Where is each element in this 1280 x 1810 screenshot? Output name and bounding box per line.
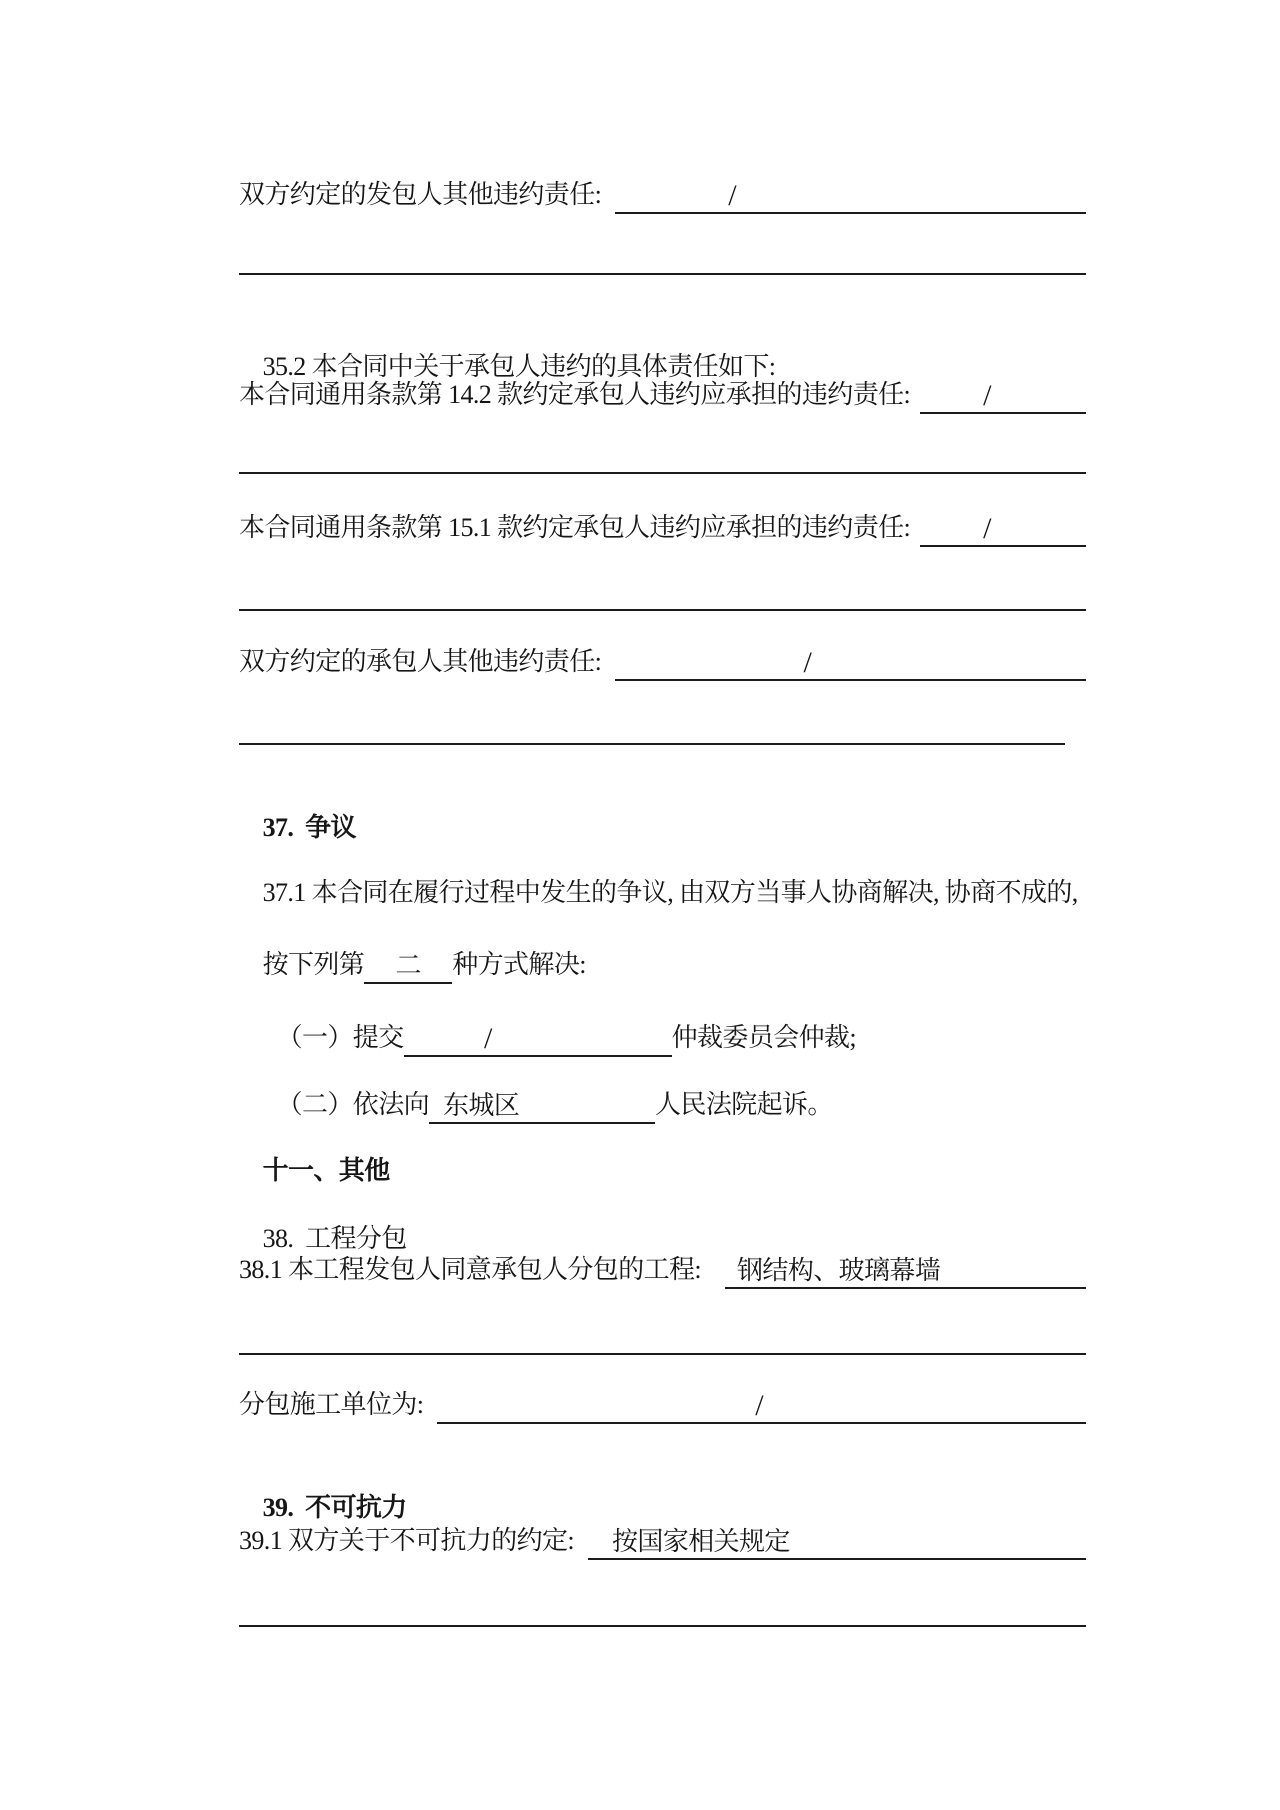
owner-other-breach-line bbox=[239, 176, 1086, 214]
clause-15-1-label: 本合同通用条款第 15.1 款约定承包人违约应承担的违约责任: bbox=[239, 513, 911, 542]
dispute-method-value: 二 bbox=[395, 951, 421, 980]
slash-mark: / bbox=[484, 1022, 492, 1055]
clause-39-heading-text: 39. 不可抗力 bbox=[262, 1493, 407, 1522]
clause-14-2-label: 本合同通用条款第 14.2 款约定承包人违约应承担的违约责任: bbox=[239, 380, 911, 409]
clause-38-1-label: 38.1 本工程发包人同意承包人分包的工程: bbox=[239, 1255, 702, 1284]
continuation-rule-2[interactable] bbox=[239, 472, 1086, 474]
section-11-heading-text: 十一、其他 bbox=[262, 1156, 390, 1185]
court-pre: （二）依法向 bbox=[276, 1090, 430, 1119]
clause-37-heading bbox=[239, 771, 1086, 842]
owner-other-breach-label: 双方约定的发包人其他违约责任: bbox=[239, 180, 602, 209]
slash-mark: / bbox=[983, 512, 991, 545]
arbitration-post: 仲裁委员会仲裁; bbox=[671, 1023, 857, 1052]
dispute-method-line bbox=[239, 908, 1086, 980]
continuation-rule-1[interactable] bbox=[239, 273, 1086, 275]
court-post: 人民法院起诉。 bbox=[655, 1090, 833, 1119]
continuation-rule-3[interactable] bbox=[239, 609, 1086, 611]
clause-38-1-line bbox=[239, 1251, 1086, 1289]
continuation-rule-6[interactable] bbox=[239, 1625, 1086, 1627]
court-value: 东城区 bbox=[443, 1091, 520, 1120]
clause-15-1-blank[interactable] bbox=[920, 513, 1086, 547]
slash-mark: / bbox=[728, 179, 736, 212]
contractor-other-breach-label: 双方约定的承包人其他违约责任: bbox=[239, 647, 602, 676]
clause-15-1-line bbox=[239, 509, 1086, 547]
dispute-method-pre: 按下列第 bbox=[262, 950, 365, 979]
clause-39-1-line bbox=[239, 1522, 1086, 1560]
clause-37-heading-text: 37. 争议 bbox=[262, 813, 356, 842]
clause-35-2-text: 35.2 本合同中关于承包人违约的具体责任如下: bbox=[262, 352, 776, 381]
clause-37-1-line bbox=[239, 836, 1086, 907]
owner-other-breach-blank[interactable] bbox=[615, 180, 1086, 214]
subcontractor-label: 分包施工单位为: bbox=[239, 1390, 424, 1419]
clause-39-1-blank[interactable] bbox=[588, 1526, 1086, 1560]
slash-mark: / bbox=[755, 1389, 763, 1422]
slash-mark: / bbox=[983, 379, 991, 412]
clause-14-2-line bbox=[239, 376, 1086, 414]
dispute-method-blank[interactable] bbox=[364, 950, 452, 984]
section-11-heading bbox=[239, 1114, 1086, 1185]
court-option-line bbox=[239, 1048, 1086, 1120]
subcontractor-blank[interactable] bbox=[437, 1390, 1086, 1424]
clause-38-1-value: 钢结构、玻璃幕墙 bbox=[737, 1256, 941, 1285]
clause-38-heading-text: 38. 工程分包 bbox=[262, 1224, 407, 1253]
contractor-other-breach-blank[interactable] bbox=[615, 647, 1086, 681]
slash-mark: / bbox=[803, 646, 812, 679]
continuation-rule-4[interactable] bbox=[239, 743, 1065, 745]
clause-39-1-value: 按国家相关规定 bbox=[612, 1527, 790, 1556]
clause-39-1-label: 39.1 双方关于不可抗力的约定: bbox=[239, 1526, 575, 1555]
clause-39-heading bbox=[239, 1451, 1086, 1522]
continuation-rule-5[interactable] bbox=[239, 1353, 1086, 1355]
subcontractor-line bbox=[239, 1386, 1086, 1424]
clause-38-heading bbox=[239, 1182, 1086, 1253]
arbitration-pre: （一）提交 bbox=[276, 1023, 404, 1052]
clause-37-1-text: 37.1 本合同在履行过程中发生的争议, 由双方当事人协商解决, 协商不成的, bbox=[262, 878, 1078, 907]
clause-14-2-blank[interactable] bbox=[920, 380, 1086, 414]
dispute-method-post: 种方式解决: bbox=[452, 950, 586, 979]
contractor-other-breach-line bbox=[239, 643, 1086, 681]
clause-35-2-heading bbox=[239, 310, 1086, 381]
clause-38-1-blank[interactable] bbox=[725, 1255, 1086, 1289]
arbitration-option-line bbox=[239, 981, 1086, 1055]
